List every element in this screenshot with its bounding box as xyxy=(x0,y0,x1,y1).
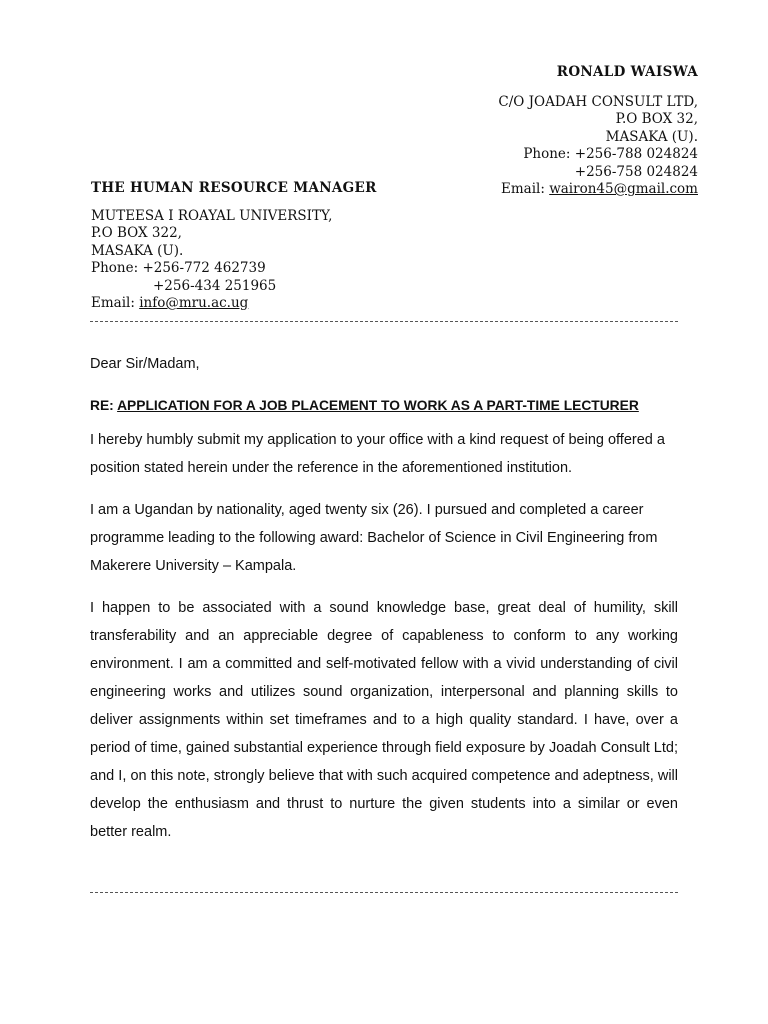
recipient-email-label: Email: xyxy=(91,295,140,311)
reference-label: RE: xyxy=(90,398,118,413)
recipient-email-link[interactable]: info@mru.ac.ug xyxy=(139,295,249,311)
recipient-block xyxy=(91,180,451,313)
recipient-phone-label: Phone: xyxy=(91,260,143,276)
sender-name: RONALD WAISWA xyxy=(556,64,698,80)
salutation: Dear Sir/Madam, xyxy=(90,356,200,372)
reference-line xyxy=(90,392,678,420)
sender-address-line: MASAKA (U). xyxy=(605,128,698,145)
recipient-address-line: MASAKA (U). xyxy=(91,242,184,259)
recipient-phone-2: +256-434 251965 xyxy=(153,277,277,294)
recipient-phone-1: +256-772 462739 xyxy=(142,260,266,276)
sender-block xyxy=(378,64,698,199)
paragraph-background: I am a Ugandan by nationality, aged twenty six (26). I pursued and completed a career programme leading to the following award: Bachelor of Science in Civil Engineering from Makerere University – Kampala. xyxy=(90,502,658,574)
sender-phone-label: Phone: xyxy=(523,146,575,162)
sender-address-line: C/O JOADAH CONSULT LTD, xyxy=(498,93,698,110)
bottom-divider xyxy=(90,892,678,893)
sender-address-line: P.O BOX 32, xyxy=(615,111,698,127)
reference-subject: APPLICATION FOR A JOB PLACEMENT TO WORK AS A PART-TIME LECTURER xyxy=(117,398,639,413)
recipient-email xyxy=(91,295,451,313)
paragraph-qualities: I happen to be associated with a sound knowledge base, great deal of humility, skill transferability and an appreciable degree of capableness to conform to any working environment. I am a committed and self-motivated fellow with a vivid understanding of civil engineering works and utilizes sound organization, interpersonal and planning skills to deliver assignments within set timeframes and to a high quality standard. I have, over a period of time, gained substantial experience through field exposure by Joadah Consult Ltd; and I, on this note, strongly believe that with such acquired competence and adeptness, will develop the enthusiasm and thrust to nurture the given students into a similar or even better realm. xyxy=(90,600,678,840)
sender-phone-2: +256-758 024824 xyxy=(574,163,698,180)
recipient-address-line: P.O BOX 322, xyxy=(91,225,182,241)
paragraph-intro: I hereby humbly submit my application to your office with a kind request of being offered a position stated herein under the reference in the aforementioned institution. xyxy=(90,432,665,476)
letter-body xyxy=(90,350,678,860)
top-divider xyxy=(90,321,678,322)
recipient-address-line: MUTEESA I ROAYAL UNIVERSITY, xyxy=(91,207,333,224)
recipient-phone xyxy=(91,260,451,278)
sender-phone xyxy=(378,146,698,164)
sender-email-label: Email: xyxy=(501,181,550,197)
sender-phone-1: +256-788 024824 xyxy=(574,146,698,162)
recipient-title: THE HUMAN RESOURCE MANAGER xyxy=(91,180,377,196)
sender-email-link[interactable]: wairon45@gmail.com xyxy=(549,181,698,197)
